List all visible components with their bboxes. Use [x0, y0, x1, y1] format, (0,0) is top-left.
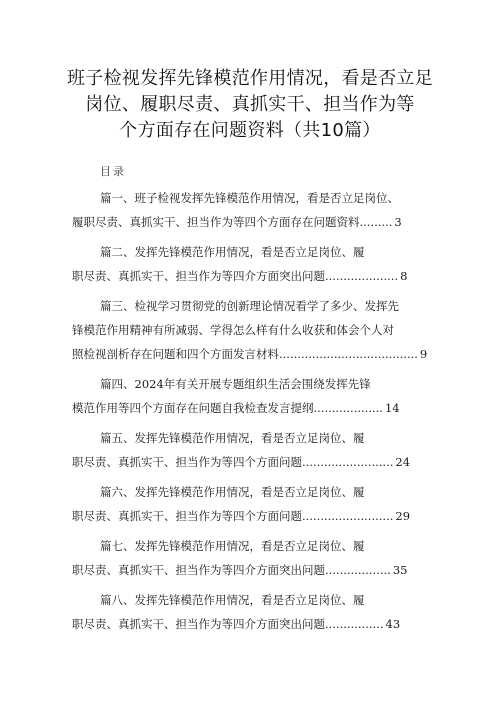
toc-dot-leader: .........................	[302, 455, 394, 469]
toc-entry[interactable]	[72, 372, 434, 420]
toc-entry-text: 篇一、班子检视发挥先锋模范作用情况，看是否立足岗位、	[100, 191, 399, 205]
toc-dot-leader: .........	[359, 215, 393, 229]
toc-page-number: 9	[419, 347, 428, 361]
toc-dot-leader: ................	[325, 617, 384, 631]
toc-entry-text: 篇七、发挥先锋模范作用情况，看是否立足岗位、履	[100, 539, 365, 553]
toc-page-number: 14	[384, 401, 400, 415]
toc-entry[interactable]	[72, 588, 434, 636]
toc-entry-text: 职尽责、真抓实干、担当作为等四介方面突出问题.................. 35	[72, 563, 408, 577]
toc-page-number: 24	[395, 455, 411, 469]
title-line: 个方面存在问题资料（共10篇）	[119, 120, 381, 141]
toc-entry-text: 篇五、发挥先锋模范作用情况，看是否立足岗位、履	[100, 431, 365, 445]
toc-entry-text: 篇二、发挥先锋模范作用情况，看是否立足岗位、履	[100, 245, 365, 259]
toc-entry-text: 照检视剖析存在问题和四个方面发言材料...................................... 9	[72, 347, 428, 361]
toc-dot-leader: .........................	[302, 509, 394, 523]
toc-dot-leader: ..................	[325, 563, 391, 577]
toc-page-number: 29	[395, 509, 411, 523]
toc-entry-text: 职尽责、真抓实干、担当作为等四个方面问题......................... 24	[72, 455, 411, 469]
title-line: 班子检视发挥先锋模范作用情况，看是否立足	[67, 68, 433, 89]
toc-entry[interactable]	[72, 426, 434, 474]
toc-entry[interactable]	[72, 240, 434, 288]
toc-entry-text: 篇三、检视学习贯彻党的创新理论情况看学了多少、发挥先	[100, 299, 399, 313]
toc-page-number: 43	[385, 617, 401, 631]
toc-entry[interactable]	[72, 294, 434, 366]
toc-page-number: 3	[394, 215, 402, 229]
toc-dot-leader: ....................	[325, 269, 399, 283]
toc-entry-text: 锋模范作用精神有所减弱、学得怎么样有什么收获和体会个人对	[72, 323, 394, 337]
document-title	[60, 66, 440, 144]
toc-entry-text: 篇六、发挥先锋模范作用情况，看是否立足岗位、履	[100, 485, 365, 499]
toc-entry-text: 篇四、2024年有关开展专题组织生活会围绕发挥先锋	[100, 377, 371, 391]
toc-dot-leader: ......................................	[279, 347, 418, 361]
table-of-contents	[72, 186, 434, 642]
toc-entry-text: 职尽责、真抓实干、担当作为等四个方面问题......................... 29	[72, 509, 411, 523]
toc-entry-text: 职尽责、真抓实干、担当作为等四介方面突出问题.................... 8	[72, 269, 408, 283]
toc-entry-text: 模范作用等四个方面存在问题自我检查发言提纲................... 14	[72, 401, 400, 415]
toc-entry-text: 篇八、发挥先锋模范作用情况，看是否立足岗位、履	[100, 593, 365, 607]
toc-entry[interactable]	[72, 480, 434, 528]
toc-entry[interactable]	[72, 186, 434, 234]
title-line: 岗位、履职尽责、真抓实干、担当作为等	[85, 94, 415, 115]
toc-entry-text: 职尽责、真抓实干、担当作为等四介方面突出问题................ 43	[72, 617, 401, 631]
toc-page-number: 8	[400, 269, 408, 283]
toc-heading: 目录	[100, 165, 126, 178]
toc-entry-text: 履职尽责、真抓实干、担当作为等四个方面存在问题资料......... 3	[72, 215, 402, 229]
toc-page-number: 35	[392, 563, 408, 577]
toc-entry[interactable]	[72, 534, 434, 582]
toc-dot-leader: ...................	[313, 401, 383, 415]
